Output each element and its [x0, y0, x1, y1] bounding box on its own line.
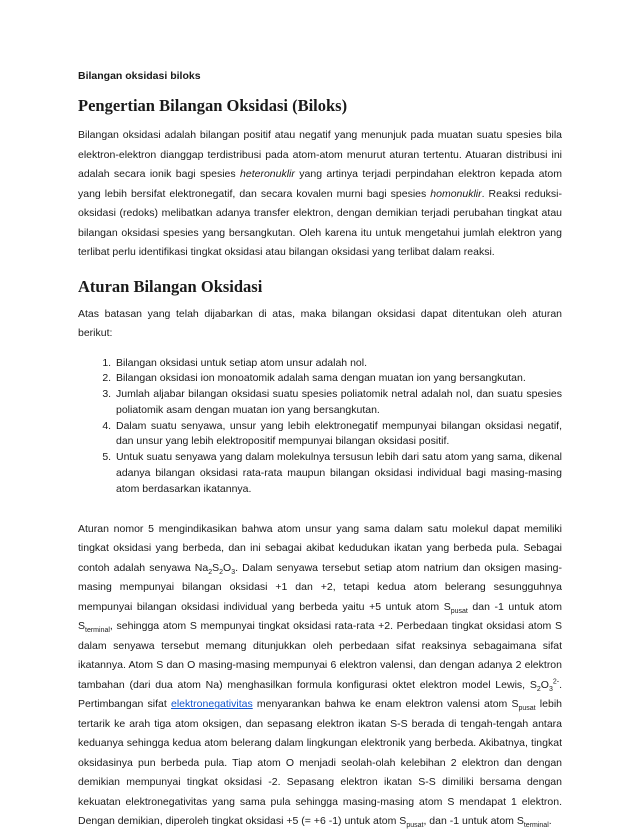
- explanation-text-6: menyarankan bahwa ke enam elektron valensi atom S: [252, 698, 519, 711]
- explanation-text-9: .: [548, 815, 552, 828]
- elektronegativitas-link[interactable]: elektronegativitas: [171, 698, 253, 711]
- formula-o: O: [223, 561, 232, 574]
- explanation-text-2: . Dalam senyawa tersebut setiap atom natrium dan oksigen masing-masing mempunyai bilangan oksidasi +1 dan +2, tetapi kedua atom belerang sesungguhnya mempunyai bilangan oksidasi individual yang berbeda yaitu +5 untuk atom S: [78, 561, 563, 613]
- subscript-3: 3: [548, 685, 553, 693]
- explanation-text-8: , dan -1 untuk atom S: [423, 815, 524, 828]
- explanation-text-1: Aturan nomor 5 mengindikasikan bahwa atom unsur yang sama dalam satu molekul dapat memiliki tingkat oksidasi yang berbeda, dan ini sebagai akibat kedudukan ikatan yang berbeda pula. Sebagai contoh adalah senyawa Na: [78, 522, 562, 574]
- subscript-2: 2: [208, 568, 213, 576]
- section-title-pengertian: Pengertian Bilangan Oksidasi (Biloks): [78, 96, 348, 115]
- formula-s: S: [212, 561, 220, 574]
- explanation-paragraph: [78, 520, 562, 832]
- subscript-terminal: terminal: [85, 627, 110, 635]
- rule-item-5: 5. Untuk suatu senyawa yang dalam molekulnya tersusun lebih dari satu atom yang sama, dikenal adanya bilangan oksidasi rata-rata maupun bilangan oksidasi individual bagi masing-masing atom berdasarkan ikatannya.: [114, 450, 562, 497]
- section-title-aturan: Aturan Bilangan Oksidasi: [78, 276, 263, 296]
- rule-item-1: 1. Bilangan oksidasi untuk setiap atom unsur adalah nol.: [114, 356, 562, 372]
- subscript-2: 2: [219, 568, 224, 576]
- superscript-charge: 2-: [552, 678, 560, 686]
- aturan-intro: Atas batasan yang telah dijabarkan di atas, maka bilangan oksidasi dapat ditentukan oleh aturan berikut:: [78, 307, 562, 339]
- formula-o: O: [540, 678, 549, 691]
- rule-item-4: 4. Dalam suatu senyawa, unsur yang lebih elektronegatif mempunyai bilangan oksidasi negatif, dan unsur yang lebih elektropositif mempunyai bilangan oksidasi positif.: [114, 419, 562, 451]
- rule-item-2: 2. Bilangan oksidasi ion monoatomik adalah sama dengan muatan ion yang bersangkutan.: [114, 371, 562, 387]
- document-label: Bilangan oksidasi biloks: [78, 70, 201, 82]
- rule-item-3: 3. Jumlah aljabar bilangan oksidasi suatu spesies poliatomik netral adalah nol, dan suatu spesies poliatomik asam dengan muatan ion yang bersangkutan.: [114, 387, 562, 419]
- subscript-pusat: pusat: [518, 705, 536, 713]
- pengertian-text-c: yang artinya terjadi perpindahan elektron kepada atom yang lebih bersifat elektronegatif, dan secara kovalen murni bagi spesies: [78, 168, 562, 200]
- subscript-3: 3: [231, 568, 236, 576]
- pengertian-paragraph: [78, 126, 562, 263]
- subscript-pusat: pusat: [450, 607, 468, 615]
- subscript-pusat: pusat: [406, 822, 424, 830]
- explanation-text-3: dan -1 untuk atom S: [78, 600, 562, 633]
- explanation-text-4: , sehingga atom S mempunyai tingkat oksidasi rata-rata +2. Perbedaan tingkat oksidasi atom S dalam senyawa tersebut memang ditunjukkan oleh perbedaan sifat reaksinya sebagaimana sifat ikatannya. Atom S dan O masing-masing mempunyai 6 elektron valensi, dan dengan adanya 2 elektron tambahan (dari dua atom Na) menghasilkan formula konfigurasi oktet elektron model Lewis, S: [78, 620, 562, 691]
- term-heteronuklir: heteronuklir: [240, 168, 295, 180]
- explanation-text-5: . Pertimbangan sifat: [78, 678, 562, 711]
- subscript-terminal: terminal: [523, 822, 549, 830]
- subscript-2: 2: [536, 685, 541, 693]
- pengertian-text-a: Bilangan oksidasi adalah bilangan positif atau negatif yang menunjuk pada muatan suatu spesies bila elektron-elektron dianggap terdistribusi pada atom-atom menurut aturan tertentu. Atuaran distribusi ini adalah secara ionik bagi spesies: [78, 129, 562, 180]
- rules-list: [78, 356, 562, 498]
- explanation-text-7: lebih tertarik ke arah tiga atom oksigen, dan sepasang elektron ikatan S-S berada di tengah-tengah antara keduanya sehingga kedua atom belerang dalam lingkungan elektronik yang berbeda. Akibatnya, tingkat oksidasinya pun berbeda pula. Tiap atom O menjadi seolah-olah kelebihan 2 elektron dan dengan demikian mempunyai tingkat oksidasi -2. Sepasang elektron ikatan S-S dimiliki bersama dengan kekuatan elektronegativitas yang sama pula sehingga masing-masing atom S mendapat 1 elektron. Dengan demikian, diperoleh tingkat oksidasi +5 (= +6 -1) untuk atom S: [78, 698, 562, 828]
- pengertian-text-e: . Reaksi reduksi-oksidasi (redoks) melibatkan adanya transfer elektron, dengan demikian terjadi perubahan tingkat atau bilangan oksidasi spesies yang bersangkutan. Oleh karena itu untuk mengetahui jumlah elektron yang terlibat perlu identifikasi tingkat oksidasi atau bilangan oksidasi yang terlibat dalam reaksi.: [78, 187, 562, 258]
- term-homonuklir: homonuklir: [430, 187, 482, 200]
